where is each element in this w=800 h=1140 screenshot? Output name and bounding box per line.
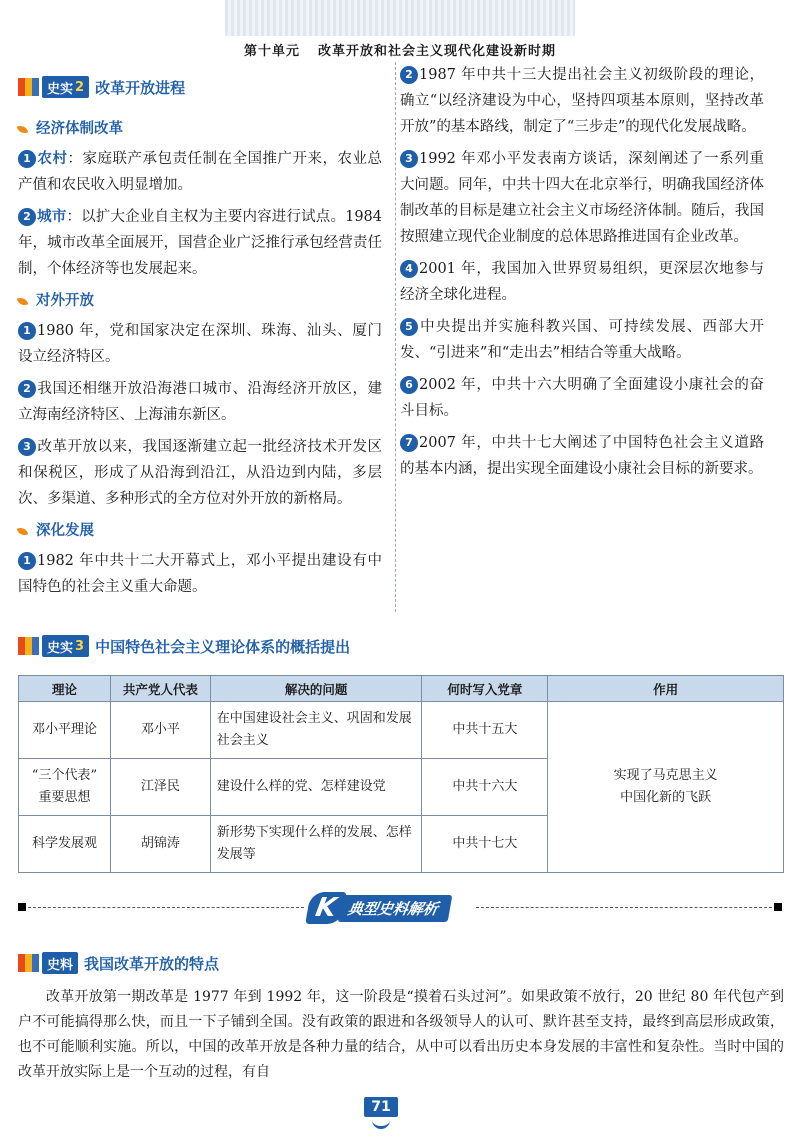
theory-cell: “三个代表” 重要思想 — [19, 759, 111, 816]
header-band — [225, 0, 575, 36]
right-column — [400, 62, 764, 488]
deep-item-2: 2 1987 年中共十三大提出社会主义初级阶段的理论，确立“以经济建设为中心，坚持四项基本原则，坚持改革开放”的基本路线，制定了“三步走”的现代化发展战略。 — [400, 67, 764, 135]
leaf-icon — [18, 295, 30, 307]
col-header: 共产党人代表 — [110, 676, 210, 702]
circle-number: 1 — [18, 552, 36, 570]
col-header: 何时写入党章 — [422, 676, 548, 702]
theory-cell: 科学发展观 — [19, 816, 111, 873]
when-cell: 中共十六大 — [422, 759, 548, 816]
econ-item-1: 1 农村：家庭联产承包责任制在全国推广开来，农业总产值和农民收入明显增加。 — [18, 151, 382, 193]
rep-cell: 胡锦涛 — [110, 816, 210, 873]
source-tag: 史料 — [42, 952, 78, 974]
source-heading — [18, 950, 219, 976]
banner-dot-left — [18, 903, 26, 911]
effect-line-2: 中国化新的飞跃 — [620, 790, 712, 805]
rep-cell: 邓小平 — [110, 702, 210, 759]
when-cell: 中共十七大 — [422, 816, 548, 873]
banner-line-left — [28, 907, 304, 908]
deep-item-4: 4 2001 年，我国加入世界贸易组织，更深层次地参与经济全球化进程。 — [400, 261, 764, 303]
page-number: 71 — [364, 1097, 398, 1117]
leaf-icon — [18, 525, 30, 537]
unit-label: 第十单元 — [243, 44, 300, 59]
banner-line-right — [476, 907, 772, 908]
open-item-2: 2 我国还相继开放沿海港口城市、沿海经济开放区，建立海南经济特区、上海浦东新区。 — [18, 381, 382, 423]
when-cell: 中共十五大 — [422, 702, 548, 759]
book-icon — [18, 952, 40, 974]
source-title: 我国改革开放的特点 — [84, 954, 220, 973]
circle-number: 6 — [400, 376, 418, 394]
open-item-3: 3 改革开放以来，我国逐渐建立起一批经济技术开发区和保税区，形成了从沿海到沿江，从沿边到内陆，多层次、多渠道、多种形式的全方位对外开放的新格局。 — [18, 439, 382, 507]
circle-number: 2 — [400, 66, 418, 84]
section2-title: 改革开放进程 — [95, 78, 186, 97]
table-header-row — [19, 676, 784, 702]
circle-number: 2 — [18, 380, 36, 398]
deep-item-6: 6 2002 年，中共十六大明确了全面建设小康社会的奋斗目标。 — [400, 377, 764, 419]
circle-number: 3 — [400, 150, 418, 168]
page-ornament — [372, 1119, 390, 1129]
banner-title: 典型史料解析 — [338, 895, 453, 922]
deep-item-1: 1 1982 年中共十二大开幕式上，邓小平提出建设有中国特色的社会主义重大命题。 — [18, 553, 382, 595]
circle-number: 1 — [18, 150, 36, 168]
problem-cell: 在中国建设社会主义、巩固和发展社会主义 — [210, 702, 422, 759]
theory-table — [18, 675, 784, 873]
section3-tag: 史实 3 — [42, 635, 89, 657]
section3-heading — [18, 633, 350, 659]
banner-dot-right — [774, 903, 782, 911]
deep-item-3: 3 1992 年邓小平发表南方谈话，深刻阐述了一系列重大问题。同年，中共十四大在北京举行，明确我国经济体制改革的目标是建立社会主义市场经济体制。随后，我国按照建立现代企业制度的总体思路推进国有企业改革。 — [400, 151, 764, 245]
circle-number: 7 — [400, 434, 418, 452]
k-logo: K — [305, 892, 347, 924]
book-icon — [18, 635, 40, 657]
table-row — [19, 702, 784, 759]
econ-item-2: 2 城市：以扩大企业自主权为主要内容进行试点。1984 年，城市改革全面展开，国营企业广泛推行承包经营责任制，个体经济等也发展起来。 — [18, 209, 383, 277]
circle-number: 4 — [400, 260, 418, 278]
page-header — [0, 40, 800, 59]
unit-title: 改革开放和社会主义现代化建设新时期 — [318, 44, 557, 59]
deep-item-5: 5 中央提出并实施科教兴国、可持续发展、西部大开发、“引进来”和“走出去”相结合等重大战略。 — [400, 319, 764, 361]
column-divider — [395, 62, 396, 612]
theory-cell: 邓小平理论 — [19, 702, 111, 759]
open-item-1: 1 1980 年，党和国家决定在深圳、珠海、汕头、厦门设立经济特区。 — [18, 323, 382, 365]
section2-tag: 史实 2 — [42, 76, 89, 98]
econ-subheading: 经济体制改革 — [18, 116, 382, 142]
circle-number: 1 — [18, 322, 36, 340]
analysis-banner — [308, 893, 450, 923]
leaf-icon — [18, 123, 30, 135]
rep-cell: 江泽民 — [110, 759, 210, 816]
section2-heading — [18, 74, 185, 100]
left-column — [18, 114, 382, 606]
col-header: 解决的问题 — [210, 676, 422, 702]
book-icon — [18, 76, 40, 98]
problem-cell: 建设什么样的党、怎样建设党 — [210, 759, 422, 816]
circle-number: 2 — [18, 208, 36, 226]
circle-number: 3 — [18, 438, 36, 456]
problem-cell: 新形势下实现什么样的发展、怎样发展等 — [210, 816, 422, 873]
col-header: 理论 — [19, 676, 111, 702]
section3-title: 中国特色社会主义理论体系的概括提出 — [95, 637, 351, 656]
effect-line-1: 实现了马克思主义 — [613, 768, 718, 783]
deep-subheading: 深化发展 — [18, 518, 382, 544]
deep-item-7: 7 2007 年，中共十七大阐述了中国特色社会主义道路的基本内涵，提出实现全面建设小康社会目标的新要求。 — [400, 435, 764, 477]
source-paragraph: 改革开放第一期改革是 1977 年到 1992 年，这一阶段是“摸着石头过河”。如果政策不放行，20 世纪 80 年代包产到户不可能搞得那么快，而且一下子铺到全国。没有政策的跟进和各级领导人的认可、默许甚至支持，最终到高层形成政策，也不可能顺利实施。所以，中国的改革开放是各种力量的结合，从中可以看出历史本身发展的丰富性和复杂性。当时中国的改革开放实际上是一个互动的过程，有自 — [18, 989, 784, 1080]
effect-cell — [548, 702, 784, 873]
open-subheading: 对外开放 — [18, 288, 382, 314]
col-header: 作用 — [548, 676, 784, 702]
circle-number: 5 — [400, 318, 418, 336]
